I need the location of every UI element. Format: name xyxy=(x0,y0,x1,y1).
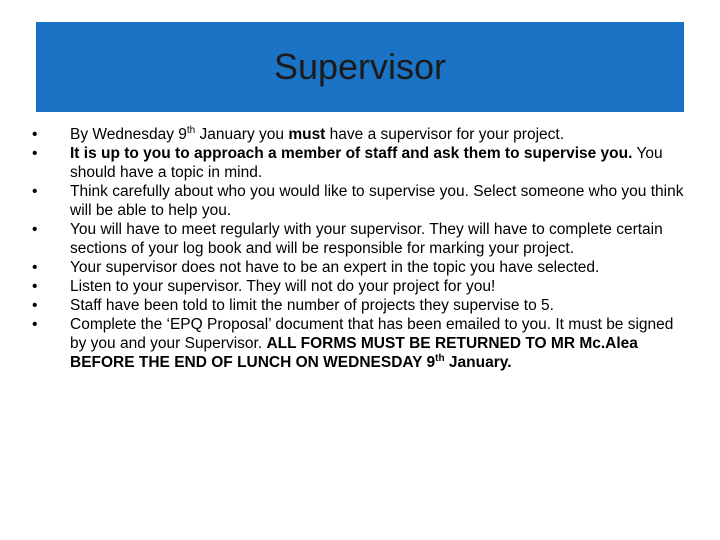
bullet-emphasis: It is up to you to approach a member of staff and ask them to supervise you. xyxy=(70,145,633,162)
bullet-text: Listen to your supervisor. They will not do your project for you! xyxy=(70,278,496,295)
bullet-icon: • xyxy=(32,278,38,295)
bullet-item xyxy=(28,125,688,144)
bullet-list xyxy=(28,125,688,372)
bullet-text: Your supervisor does not have to be an expert in the topic you have selected. xyxy=(70,259,600,276)
bullet-text: Complete the ‘EPQ Proposal’ document that has been emailed to you. It must be signed by you and your Supervisor. xyxy=(70,316,674,352)
bullet-icon: • xyxy=(32,126,38,143)
bullet-icon: • xyxy=(32,145,38,162)
bullet-icon: • xyxy=(32,221,38,238)
bullet-item xyxy=(28,220,688,258)
bullet-icon: • xyxy=(32,183,38,200)
bullet-icon: • xyxy=(32,316,38,333)
bullet-icon: • xyxy=(32,259,38,276)
title-bar xyxy=(36,22,684,112)
bullet-item xyxy=(28,315,688,372)
bullet-item xyxy=(28,182,688,220)
bullet-text: You will have to meet regularly with your supervisor. They will have to complete certain sections of your log book and will be responsible for marking your project. xyxy=(70,221,663,257)
bullet-item xyxy=(28,277,688,296)
bullet-text: By Wednesday 9 xyxy=(70,126,187,143)
bullet-item xyxy=(28,144,688,182)
bullet-item xyxy=(28,296,688,315)
bullet-emphasis: January. xyxy=(444,354,512,371)
bullet-emphasis: must xyxy=(288,126,326,143)
bullet-text: Think carefully about who you would like to supervise you. Select someone who you think will be able to help you. xyxy=(70,183,684,219)
ordinal-suffix: th xyxy=(186,124,196,136)
slide-title: Supervisor xyxy=(273,46,447,87)
bullet-emphasis: ALL FORMS MUST BE RETURNED TO MR Mc.Alea BEFORE THE END OF LUNCH ON WEDNESDAY 9 xyxy=(70,335,638,371)
bullet-item xyxy=(28,258,688,277)
bullet-icon: • xyxy=(32,297,38,314)
bullet-text: have a supervisor for your project. xyxy=(325,126,564,143)
bullet-text: You should have a topic in mind. xyxy=(70,145,663,181)
ordinal-suffix: th xyxy=(435,352,445,364)
bullet-text: Staff have been told to limit the number of projects they supervise to 5. xyxy=(70,297,554,314)
bullet-text: January you xyxy=(195,126,289,143)
